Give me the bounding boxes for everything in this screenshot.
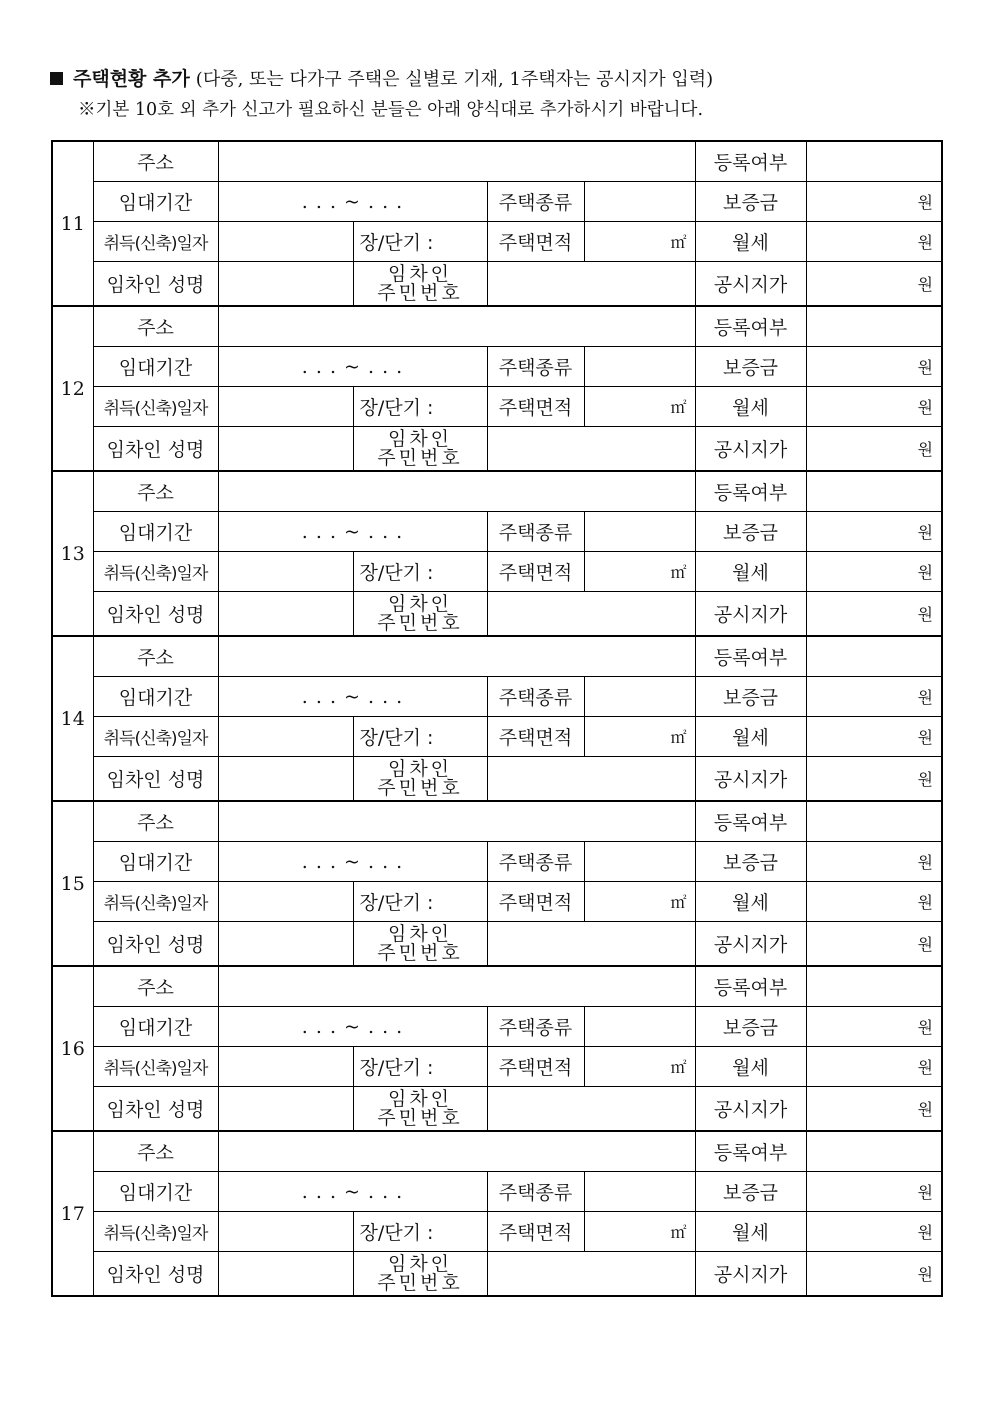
house-area-field[interactable]: ㎡ — [584, 717, 695, 757]
monthly-rent-label: 월세 — [695, 552, 806, 592]
tenant-id-label — [353, 922, 487, 967]
tenant-id-label-line1: 임차인 — [387, 922, 453, 945]
tenant-id-label-line2: 주민번호 — [377, 1271, 463, 1294]
tenant-name-field[interactable] — [218, 1252, 353, 1297]
tenant-name-label: 임차인 성명 — [93, 922, 218, 967]
acquisition-date-field[interactable] — [218, 717, 353, 757]
registered-field[interactable] — [806, 1131, 942, 1172]
tenant-id-field[interactable] — [487, 1087, 695, 1132]
house-area-label: 주택면적 — [487, 717, 584, 757]
registered-field[interactable] — [806, 306, 942, 347]
acquisition-date-label: 취득(신축)일자 — [93, 387, 218, 427]
official-price-field[interactable]: 원 — [806, 757, 942, 802]
instruction-text: ※기본 10호 외 추가 신고가 필요하신 분들은 아래 양식대로 추가하시기 바랍니다. — [78, 100, 704, 120]
housing-status-table — [51, 140, 943, 1297]
lease-period-field[interactable]: . . . ~ . . . — [218, 1007, 487, 1047]
acquisition-date-field[interactable] — [218, 222, 353, 262]
tenant-name-label: 임차인 성명 — [93, 1252, 218, 1297]
tenant-id-field[interactable] — [487, 757, 695, 802]
tenant-id-label-line1: 임차인 — [387, 757, 453, 780]
monthly-rent-field[interactable]: 원 — [806, 552, 942, 592]
house-type-field[interactable] — [584, 677, 695, 717]
lease-period-label: 임대기간 — [93, 182, 218, 222]
long-short-term-field[interactable]: 장/단기 : — [353, 1212, 487, 1252]
acquisition-date-label: 취득(신축)일자 — [93, 1047, 218, 1087]
address-field[interactable] — [218, 306, 695, 347]
section-title: 주택현황 추가 — [73, 68, 190, 90]
tenant-id-label-line1: 임차인 — [387, 592, 453, 615]
house-type-label: 주택종류 — [487, 842, 584, 882]
tenant-name-field[interactable] — [218, 592, 353, 637]
address-field[interactable] — [218, 471, 695, 512]
entry-number: 15 — [52, 801, 93, 966]
tenant-id-field[interactable] — [487, 427, 695, 472]
section-note: (다중, 또는 다가구 주택은 실별로 기재, 1주택자는 공시지가 입력) — [195, 69, 714, 90]
registered-label: 등록여부 — [695, 471, 806, 512]
house-area-field[interactable]: ㎡ — [584, 387, 695, 427]
monthly-rent-field[interactable]: 원 — [806, 222, 942, 262]
house-type-label: 주택종류 — [487, 347, 584, 387]
table-body — [52, 141, 942, 1296]
lease-period-field[interactable]: . . . ~ . . . — [218, 677, 487, 717]
official-price-field[interactable]: 원 — [806, 1252, 942, 1297]
tenant-id-field[interactable] — [487, 1252, 695, 1297]
address-field[interactable] — [218, 141, 695, 182]
official-price-label: 공시지가 — [695, 757, 806, 802]
lease-period-field[interactable]: . . . ~ . . . — [218, 182, 487, 222]
house-type-label: 주택종류 — [487, 182, 584, 222]
registered-label: 등록여부 — [695, 306, 806, 347]
house-type-field[interactable] — [584, 512, 695, 552]
tenant-id-label-line1: 임차인 — [387, 262, 453, 285]
house-area-field[interactable]: ㎡ — [584, 882, 695, 922]
house-type-label: 주택종류 — [487, 512, 584, 552]
house-area-label: 주택면적 — [487, 1047, 584, 1087]
registered-field[interactable] — [806, 471, 942, 512]
entry-number: 13 — [52, 471, 93, 636]
official-price-label: 공시지가 — [695, 427, 806, 472]
house-area-field[interactable]: ㎡ — [584, 1212, 695, 1252]
monthly-rent-label: 월세 — [695, 387, 806, 427]
lease-period-label: 임대기간 — [93, 677, 218, 717]
deposit-label: 보증금 — [695, 1007, 806, 1047]
tenant-name-label: 임차인 성명 — [93, 262, 218, 307]
entry-number: 17 — [52, 1131, 93, 1296]
house-area-field[interactable]: ㎡ — [584, 222, 695, 262]
house-area-label: 주택면적 — [487, 552, 584, 592]
tenant-name-field[interactable] — [218, 427, 353, 472]
tenant-id-label-line2: 주민번호 — [377, 776, 463, 799]
acquisition-date-field[interactable] — [218, 882, 353, 922]
deposit-field[interactable]: 원 — [806, 677, 942, 717]
registered-field[interactable] — [806, 801, 942, 842]
official-price-field[interactable]: 원 — [806, 592, 942, 637]
deposit-label: 보증금 — [695, 1172, 806, 1212]
tenant-id-label-line2: 주민번호 — [377, 446, 463, 469]
official-price-field[interactable]: 원 — [806, 1087, 942, 1132]
address-field[interactable] — [218, 966, 695, 1007]
house-type-field[interactable] — [584, 182, 695, 222]
lease-period-label: 임대기간 — [93, 512, 218, 552]
registered-field[interactable] — [806, 966, 942, 1007]
acquisition-date-field[interactable] — [218, 1212, 353, 1252]
house-area-label: 주택면적 — [487, 1212, 584, 1252]
house-area-field[interactable]: ㎡ — [584, 1047, 695, 1087]
registered-label: 등록여부 — [695, 636, 806, 677]
deposit-label: 보증금 — [695, 842, 806, 882]
monthly-rent-label: 월세 — [695, 1212, 806, 1252]
lease-period-label: 임대기간 — [93, 1007, 218, 1047]
house-type-label: 주택종류 — [487, 1172, 584, 1212]
official-price-label: 공시지가 — [695, 262, 806, 307]
tenant-id-field[interactable] — [487, 922, 695, 967]
section-heading — [50, 64, 950, 95]
house-area-label: 주택면적 — [487, 882, 584, 922]
tenant-name-field[interactable] — [218, 1087, 353, 1132]
address-field[interactable] — [218, 801, 695, 842]
tenant-id-label — [353, 1252, 487, 1297]
official-price-field[interactable]: 원 — [806, 262, 942, 307]
address-label: 주소 — [93, 966, 218, 1007]
tenant-id-label-line2: 주민번호 — [377, 281, 463, 304]
lease-period-label: 임대기간 — [93, 347, 218, 387]
house-area-field[interactable]: ㎡ — [584, 552, 695, 592]
address-field[interactable] — [218, 1131, 695, 1172]
registered-label: 등록여부 — [695, 966, 806, 1007]
monthly-rent-label: 월세 — [695, 717, 806, 757]
acquisition-date-label: 취득(신축)일자 — [93, 1212, 218, 1252]
address-label: 주소 — [93, 801, 218, 842]
tenant-id-label-line1: 임차인 — [387, 1252, 453, 1275]
acquisition-date-field[interactable] — [218, 1047, 353, 1087]
monthly-rent-field[interactable]: 원 — [806, 882, 942, 922]
deposit-label: 보증금 — [695, 182, 806, 222]
lease-period-field[interactable]: . . . ~ . . . — [218, 512, 487, 552]
deposit-label: 보증금 — [695, 512, 806, 552]
tenant-id-label-line2: 주민번호 — [377, 941, 463, 964]
tenant-id-field[interactable] — [487, 592, 695, 637]
tenant-id-label — [353, 757, 487, 802]
address-label: 주소 — [93, 636, 218, 677]
tenant-name-field[interactable] — [218, 922, 353, 967]
long-short-term-field[interactable]: 장/단기 : — [353, 1047, 487, 1087]
square-bullet-icon — [50, 72, 63, 85]
official-price-field[interactable]: 원 — [806, 922, 942, 967]
tenant-name-field[interactable] — [218, 757, 353, 802]
long-short-term-field[interactable]: 장/단기 : — [353, 387, 487, 427]
long-short-term-field[interactable]: 장/단기 : — [353, 882, 487, 922]
acquisition-date-label: 취득(신축)일자 — [93, 552, 218, 592]
lease-period-label: 임대기간 — [93, 1172, 218, 1212]
official-price-label: 공시지가 — [695, 922, 806, 967]
entry-number: 16 — [52, 966, 93, 1131]
lease-period-field[interactable]: . . . ~ . . . — [218, 842, 487, 882]
monthly-rent-field[interactable]: 원 — [806, 1047, 942, 1087]
tenant-name-label: 임차인 성명 — [93, 427, 218, 472]
lease-period-label: 임대기간 — [93, 842, 218, 882]
lease-period-field[interactable]: . . . ~ . . . — [218, 1172, 487, 1212]
long-short-term-field[interactable]: 장/단기 : — [353, 552, 487, 592]
tenant-id-label — [353, 1087, 487, 1132]
tenant-id-label — [353, 427, 487, 472]
entry-number: 12 — [52, 306, 93, 471]
house-area-label: 주택면적 — [487, 222, 584, 262]
tenant-id-label-line1: 임차인 — [387, 427, 453, 450]
house-type-field[interactable] — [584, 1007, 695, 1047]
form-header — [50, 64, 950, 125]
acquisition-date-label: 취득(신축)일자 — [93, 882, 218, 922]
tenant-name-label: 임차인 성명 — [93, 757, 218, 802]
long-short-term-field[interactable]: 장/단기 : — [353, 222, 487, 262]
official-price-label: 공시지가 — [695, 1252, 806, 1297]
house-area-label: 주택면적 — [487, 387, 584, 427]
official-price-field[interactable]: 원 — [806, 427, 942, 472]
tenant-name-field[interactable] — [218, 262, 353, 307]
registered-label: 등록여부 — [695, 801, 806, 842]
house-type-field[interactable] — [584, 347, 695, 387]
entry-number: 14 — [52, 636, 93, 801]
tenant-id-label — [353, 592, 487, 637]
official-price-label: 공시지가 — [695, 1087, 806, 1132]
tenant-id-label-line2: 주민번호 — [377, 611, 463, 634]
house-type-field[interactable] — [584, 1172, 695, 1212]
tenant-name-label: 임차인 성명 — [93, 1087, 218, 1132]
monthly-rent-label: 월세 — [695, 222, 806, 262]
house-type-label: 주택종류 — [487, 677, 584, 717]
tenant-id-label-line2: 주민번호 — [377, 1106, 463, 1129]
long-short-term-field[interactable]: 장/단기 : — [353, 717, 487, 757]
monthly-rent-label: 월세 — [695, 1047, 806, 1087]
deposit-label: 보증금 — [695, 677, 806, 717]
official-price-label: 공시지가 — [695, 592, 806, 637]
deposit-field[interactable]: 원 — [806, 1172, 942, 1212]
registered-field[interactable] — [806, 636, 942, 677]
registered-label: 등록여부 — [695, 141, 806, 182]
acquisition-date-label: 취득(신축)일자 — [93, 222, 218, 262]
address-field[interactable] — [218, 636, 695, 677]
house-type-label: 주택종류 — [487, 1007, 584, 1047]
deposit-label: 보증금 — [695, 347, 806, 387]
address-label: 주소 — [93, 306, 218, 347]
monthly-rent-label: 월세 — [695, 882, 806, 922]
tenant-name-label: 임차인 성명 — [93, 592, 218, 637]
address-label: 주소 — [93, 471, 218, 512]
deposit-field[interactable]: 원 — [806, 347, 942, 387]
lease-period-field[interactable]: . . . ~ . . . — [218, 347, 487, 387]
deposit-field[interactable]: 원 — [806, 1007, 942, 1047]
monthly-rent-field[interactable]: 원 — [806, 717, 942, 757]
address-label: 주소 — [93, 141, 218, 182]
deposit-field[interactable]: 원 — [806, 182, 942, 222]
house-type-field[interactable] — [584, 842, 695, 882]
acquisition-date-field[interactable] — [218, 387, 353, 427]
tenant-id-label-line1: 임차인 — [387, 1087, 453, 1110]
acquisition-date-label: 취득(신축)일자 — [93, 717, 218, 757]
monthly-rent-field[interactable]: 원 — [806, 387, 942, 427]
registered-label: 등록여부 — [695, 1131, 806, 1172]
deposit-field[interactable]: 원 — [806, 842, 942, 882]
monthly-rent-field[interactable]: 원 — [806, 1212, 942, 1252]
entry-number: 11 — [52, 141, 93, 306]
tenant-id-field[interactable] — [487, 262, 695, 307]
acquisition-date-field[interactable] — [218, 552, 353, 592]
registered-field[interactable] — [806, 141, 942, 182]
tenant-id-label — [353, 262, 487, 307]
deposit-field[interactable]: 원 — [806, 512, 942, 552]
address-label: 주소 — [93, 1131, 218, 1172]
